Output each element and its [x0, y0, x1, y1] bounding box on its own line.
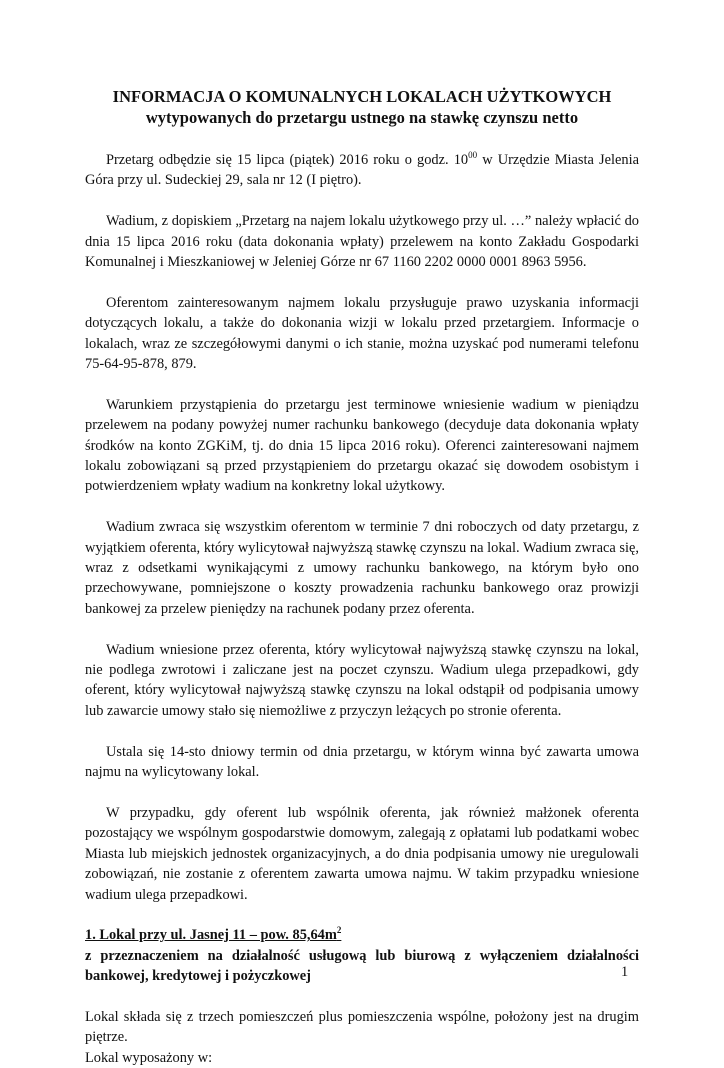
paragraph-wadium-payment: Wadium, z dopiskiem „Przetarg na najem lokalu użytkowego przy ul. …” należy wpłacić do dnia 15 lipca 2016 roku (data dokonania wpłaty) przelewem na konto Zakładu Gospodarki Komunalnej i Mieszkaniowej w Jeleniej Górze nr 67 1160 2202 0000 0001 8963 5956.	[85, 213, 639, 271]
document-subtitle: wytypowanych do przetargu ustnego na stawkę czynszu netto	[145, 108, 579, 127]
intro-before-time: Przetarg odbędzie się 15 lipca (piątek) 2016 roku o godz. 10	[106, 152, 469, 168]
section-description: Lokal składa się z trzech pomieszczeń plus pomieszczenia wspólne, położony jest na drugim piętrze.	[85, 1008, 639, 1046]
section-heading-text: 1. Lokal przy ul. Jasnej 11 – pow. 85,64m	[85, 927, 337, 944]
section-heading-sup: 2	[336, 925, 342, 936]
paragraph-intro	[85, 150, 639, 191]
paragraph-wadium-return: Wadium zwraca się wszystkim oferentom w terminie 7 dni roboczych od daty przetargu, z wyjątkiem oferenta, który wylicytował najwyższą stawkę czynszu na lokal. Wadium zwraca się, wraz z odsetkami wynikającymi z umowy rachunku bankowego, na którym było ono przechowywane, pomniejszone o koszty prowadzenia rachunku bankowego oraz prowizji bankowej za przelew pieniędzy na rachunek podany przez oferenta.	[85, 519, 639, 617]
section-purpose: z przeznaczeniem na działalność usługową lub biurową z wyłączeniem działalności bankowej, kredytowej i pożyczkowej	[85, 947, 639, 985]
section-equipment: Lokal wyposażony w:	[85, 1049, 213, 1066]
intro-time-minutes: 00	[468, 150, 478, 161]
paragraph-information: Oferentom zainteresowanym najmem lokalu przysługuje prawo uzyskania informacji dotyczących lokalu, a także do dokonania wizji w lokalu przed przetargiem. Informacje o lokalach, wraz ze szczegółowymi danymi o ich stanie, można uzyskać pod numerami telefonu 75-64-95-878, 879.	[85, 294, 639, 373]
document-title: INFORMACJA O KOMUNALNYCH LOKALACH UŻYTKOWYCH	[112, 87, 612, 106]
document-page	[85, 86, 639, 1068]
paragraph-wadium-forfeit: Wadium wniesione przez oferenta, który wylicytował najwyższą stawkę czynszu na lokal, nie podlega zwrotowi i zaliczane jest na poczet czynszu. Wadium ulega przepadkowi, gdy oferent, który wylicytował najwyższą stawkę czynszu na lokal odstąpił od podpisania umowy lub zawarcie umowy stało się niemożliwe z przyczyn leżących po stronie oferenta.	[85, 641, 639, 719]
paragraph-arrears: W przypadku, gdy oferent lub wspólnik oferenta, jak również małżonek oferenta pozostający we wspólnym gospodarstwie domowym, zalegają z opłatami lub podatkami wobec Miasta lub miejskich jednostek organizacyjnych, a do dnia podpisania umowy nie uregulowali zobowiązań, nie zostanie z oferentem zawarta umowa najmu. W takim przypadku wniesione wadium ulega przepadkowi.	[85, 804, 639, 903]
page-number: 1	[621, 964, 629, 980]
paragraph-contract-term: Ustala się 14-sto dniowy termin od dnia przetargu, w którym winna być zawarta umowa najmu na wylicytowany lokal.	[85, 743, 639, 781]
section-heading	[85, 925, 639, 945]
intro-after-time: w Urzędzie Miasta Jelenia Góra przy ul. Sudeckiej 29, sala nr 12 (I piętro).	[85, 152, 639, 189]
paragraph-conditions: Warunkiem przystąpienia do przetargu jest terminowe wniesienie wadium w pieniądzu przelewem na podany powyżej numer rachunku bankowego (decyduje data dokonania wpłaty środków na konto ZGKiM, tj. do dnia 15 lipca 2016 roku). Oferenci zainteresowani najmem lokalu zobowiązani są przed przystąpieniem do przetargu okazać się dowodem osobistym i potwierdzeniem wpłaty wadium na konkretny lokal użytkowy.	[85, 396, 639, 495]
